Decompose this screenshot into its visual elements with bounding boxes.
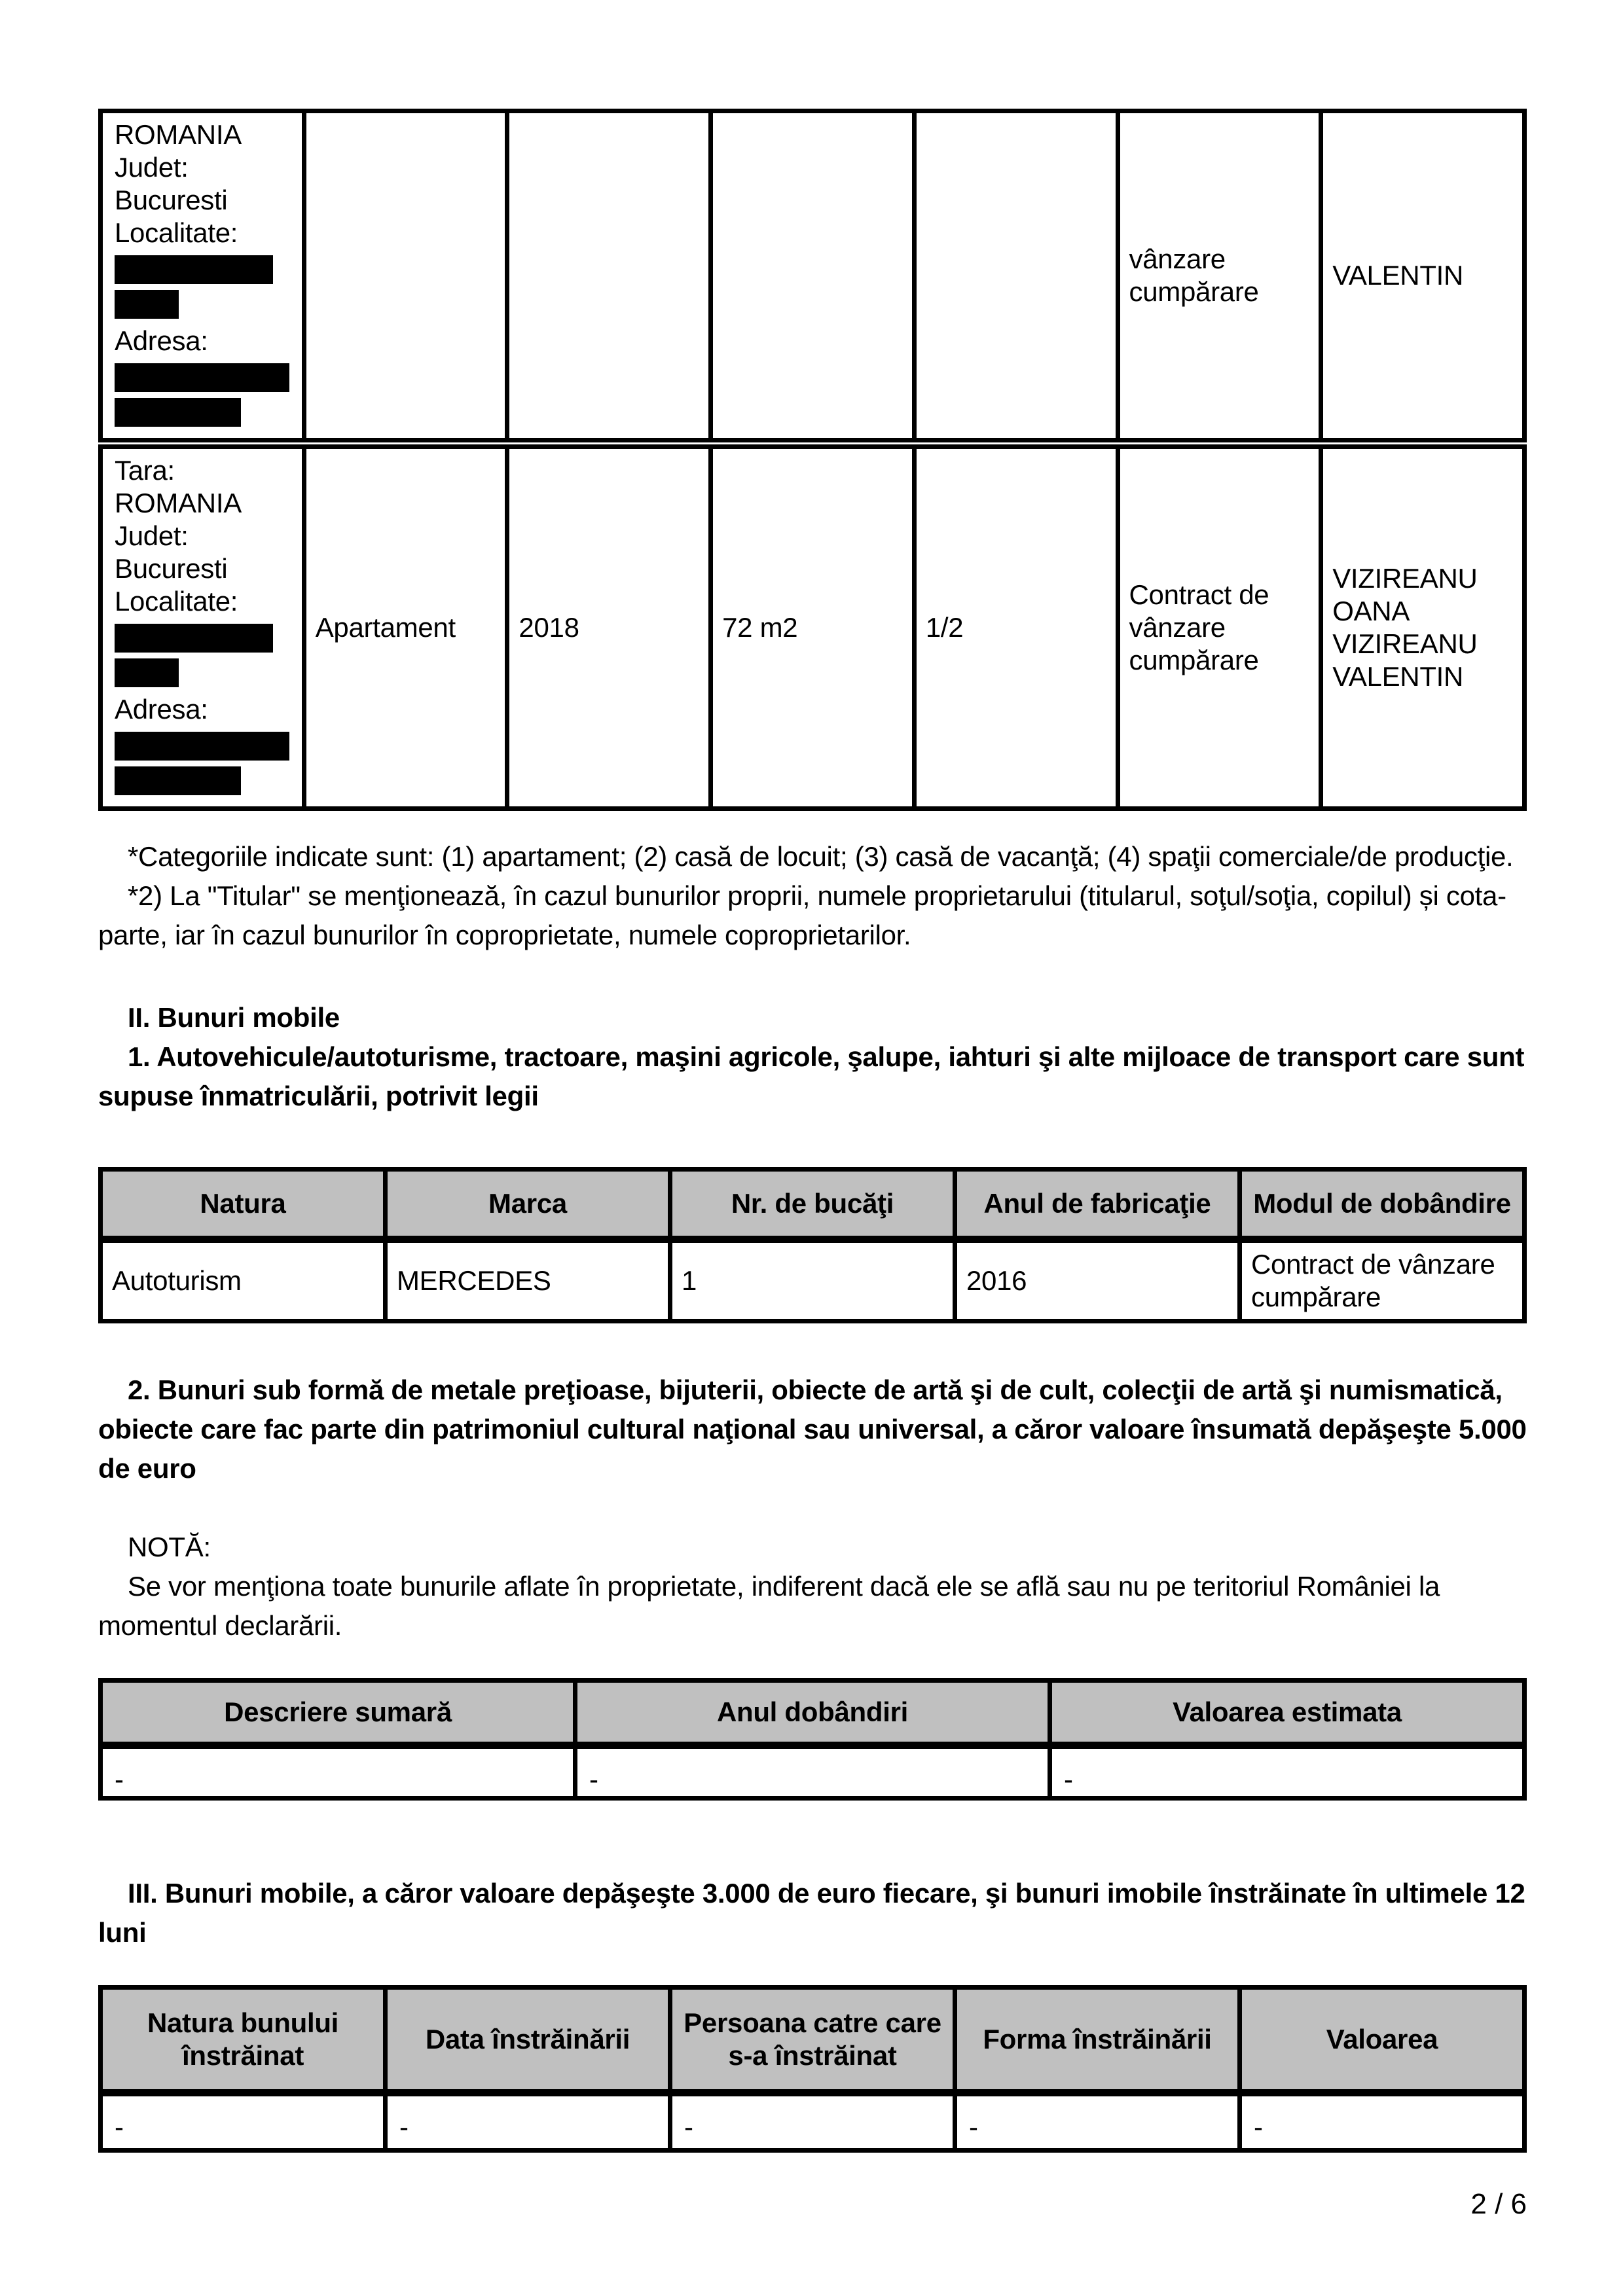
suprafata-cell: 72 m2 xyxy=(711,447,915,809)
footnote-titular: *2) La "Titular" se menţionează, în cazul bunurilor proprii, numele proprietarului (titularul, soţul/soţia, copilul) și cota-parte, iar în cazul bunurilor în coproprietate, numele coproprietarilor. xyxy=(98,880,1506,950)
section-ii-heading xyxy=(98,998,1527,1116)
redacted-block xyxy=(115,290,179,319)
section-ii-sub2-heading xyxy=(98,1371,1527,1488)
address-line: Adresa: xyxy=(115,694,208,725)
mod-dobandire-cell: vânzare cumpărare xyxy=(1118,111,1321,440)
empty-cell xyxy=(914,111,1118,440)
nota-label: NOTĂ: xyxy=(128,1532,211,1562)
cota-parte-cell: 1/2 xyxy=(914,447,1118,809)
address-line: Adresa: xyxy=(115,325,208,356)
empty-cell xyxy=(711,111,915,440)
address-line: ROMANIA xyxy=(115,488,242,518)
nr-bucati-cell: 1 xyxy=(670,1240,955,1321)
valoarea-cell: - xyxy=(1240,2093,1525,2151)
descriere-cell: - xyxy=(101,1746,575,1799)
vehicles-data-row xyxy=(101,1240,1525,1321)
anul-dobandirii-cell: 2018 xyxy=(507,447,711,809)
address-line: Tara: xyxy=(115,455,175,486)
header-anul-dobandiri: Anul dobândiri xyxy=(575,1681,1050,1746)
property-row xyxy=(101,447,1525,809)
section-iii-title: III. Bunuri mobile, a căror valoare depăşeşte 3.000 de euro fiecare, şi bunuri imobile înstrăinate în ultimele 12 luni xyxy=(98,1878,1525,1948)
alienated-goods-table xyxy=(98,1985,1527,2153)
valuables-table xyxy=(98,1678,1527,1801)
address-line: Judet: xyxy=(115,520,189,551)
titular-cell: VALENTIN xyxy=(1321,111,1525,440)
page-number: 2 / 6 xyxy=(1470,2188,1527,2220)
section-ii-title: II. Bunuri mobile xyxy=(128,1002,340,1033)
redacted-block xyxy=(115,658,179,687)
address-line: Localitate: xyxy=(115,217,238,248)
anul-fabricatie-cell: 2016 xyxy=(955,1240,1240,1321)
property-table-row2 xyxy=(98,444,1527,811)
mod-dobandire-cell: Contract de vânzare cumpărare xyxy=(1240,1240,1525,1321)
header-marca: Marca xyxy=(386,1170,670,1240)
address-cell xyxy=(101,447,304,809)
header-persoana: Persoana catre care s-a înstrăinat xyxy=(670,1988,955,2093)
header-valoarea: Valoarea xyxy=(1240,1988,1525,2093)
natura-cell: Autoturism xyxy=(101,1240,386,1321)
header-forma-instrainarii: Forma înstrăinării xyxy=(955,1988,1240,2093)
section-ii-sub2: 2. Bunuri sub formă de metale preţioase, bijuterii, obiecte de artă şi de cult, colecţii de artă şi numismatică, obiecte care fac parte din patrimoniul cultural naţional sau universal, a căror valoare însumată depăşeşte 5.000 de euro xyxy=(98,1374,1527,1484)
valoarea-estimata-cell: - xyxy=(1050,1746,1525,1799)
anul-dobandiri-cell: - xyxy=(575,1746,1050,1799)
persoana-cell: - xyxy=(670,2093,955,2151)
address-cell xyxy=(101,111,304,440)
header-natura: Natura xyxy=(101,1170,386,1240)
footnote-categories: *Categoriile indicate sunt: (1) apartament; (2) casă de locuit; (3) casă de vacanţă; (4) spaţii comerciale/de producţie. xyxy=(128,841,1514,872)
empty-cell xyxy=(507,111,711,440)
property-table-row1 xyxy=(98,109,1527,442)
mod-dobandire-cell: Contract de vânzare cumpărare xyxy=(1118,447,1321,809)
footnotes xyxy=(98,837,1527,955)
header-data-instrainarii: Data înstrăinării xyxy=(386,1988,670,2093)
redacted-block xyxy=(115,732,289,761)
redacted-block xyxy=(115,398,241,427)
nota-block xyxy=(98,1528,1527,1645)
property-row xyxy=(101,111,1525,440)
section-iii-heading xyxy=(98,1874,1527,1952)
vehicles-header-row xyxy=(101,1170,1525,1240)
header-natura-bunului: Natura bunului înstrăinat xyxy=(101,1988,386,2093)
redacted-block xyxy=(115,363,289,392)
alienated-header-row xyxy=(101,1988,1525,2093)
valuables-header-row xyxy=(101,1681,1525,1746)
forma-instrainarii-cell: - xyxy=(955,2093,1240,2151)
address-line: ROMANIA xyxy=(115,119,242,150)
redacted-block xyxy=(115,624,273,653)
data-instrainarii-cell: - xyxy=(386,2093,670,2151)
redacted-block xyxy=(115,255,273,284)
categoria-cell: Apartament xyxy=(304,447,507,809)
header-nr-bucati: Nr. de bucăţi xyxy=(670,1170,955,1240)
header-mod-dobandire: Modul de dobândire xyxy=(1240,1170,1525,1240)
nota-text: Se vor menţiona toate bunurile aflate în proprietate, indiferent dacă ele se află sau nu pe teritoriul României la momentul declarării. xyxy=(98,1571,1440,1641)
vehicles-table xyxy=(98,1167,1527,1323)
address-line: Localitate: xyxy=(115,586,238,617)
marca-cell: MERCEDES xyxy=(386,1240,670,1321)
redacted-block xyxy=(115,766,241,795)
titular-cell: VIZIREANU OANA VIZIREANU VALENTIN xyxy=(1321,447,1525,809)
section-ii-sub1: 1. Autovehicule/autoturisme, tractoare, maşini agricole, şalupe, iahturi şi alte mijloace de transport care sunt supuse înmatriculării, potrivit legii xyxy=(98,1041,1525,1111)
address-line: Bucuresti xyxy=(115,553,228,584)
header-valoarea-estimata: Valoarea estimata xyxy=(1050,1681,1525,1746)
address-line: Judet: xyxy=(115,152,189,183)
empty-cell xyxy=(304,111,507,440)
header-descriere: Descriere sumară xyxy=(101,1681,575,1746)
valuables-data-row xyxy=(101,1746,1525,1799)
address-line: Bucuresti xyxy=(115,185,228,215)
document-page xyxy=(98,109,1527,2221)
header-anul-fabricatie: Anul de fabricaţie xyxy=(955,1170,1240,1240)
natura-bunului-cell: - xyxy=(101,2093,386,2151)
alienated-data-row xyxy=(101,2093,1525,2151)
